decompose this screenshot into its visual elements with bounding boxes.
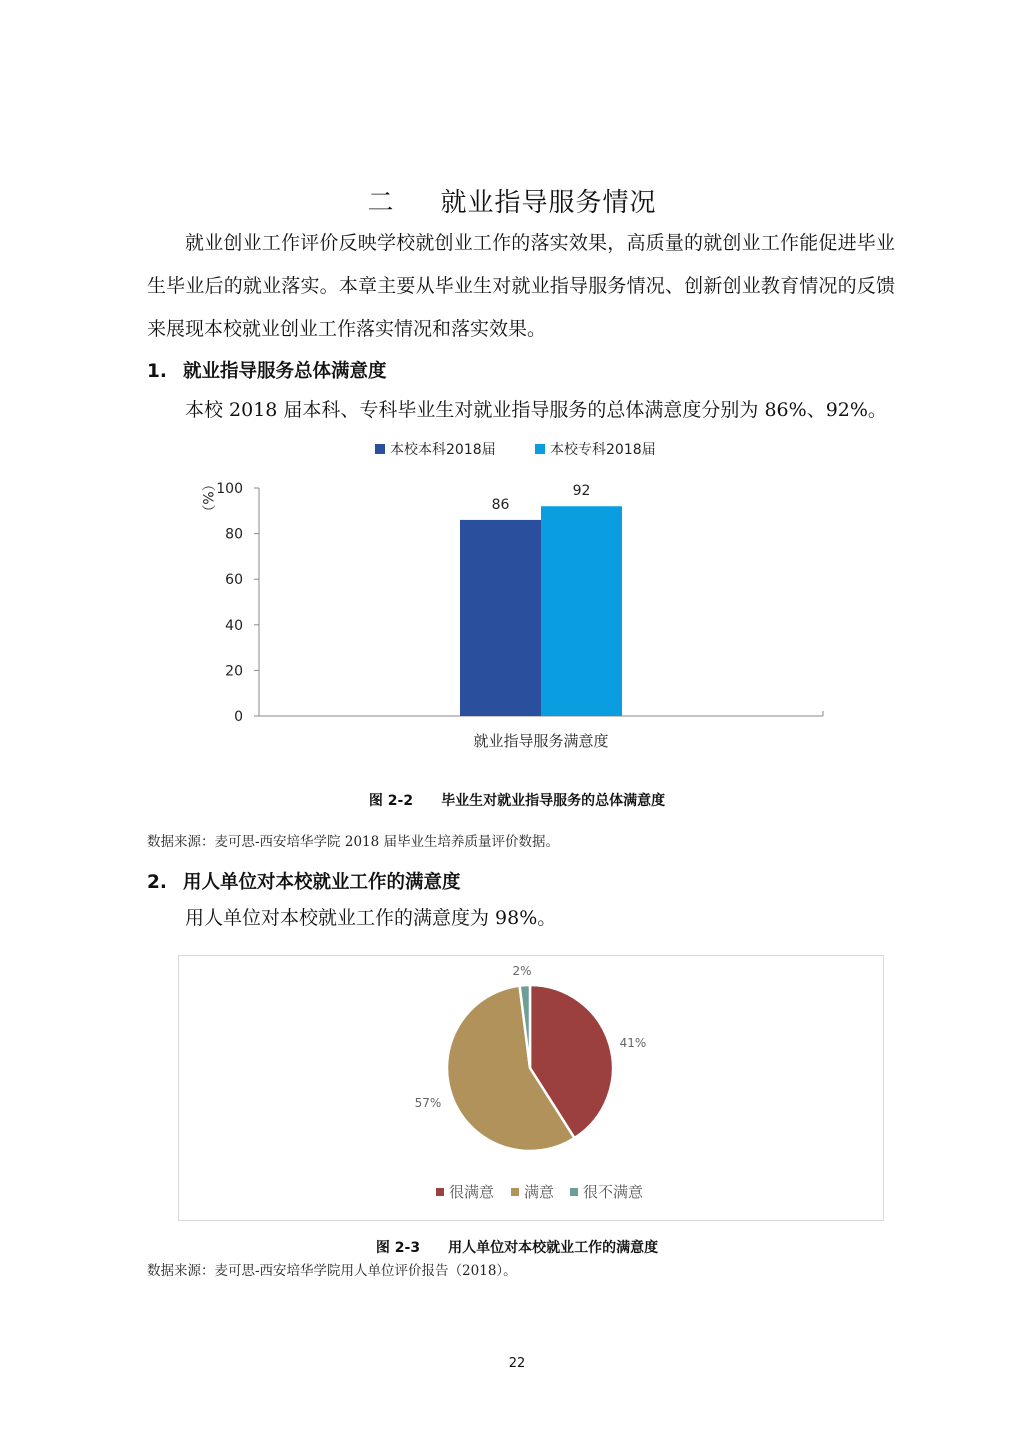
pie-slice-label-2: 2%	[512, 964, 532, 978]
pie-chart	[178, 955, 884, 1221]
pie-legend-swatch-0	[436, 1188, 444, 1196]
chapter-number: 二	[367, 188, 395, 218]
page-number: 22	[508, 1356, 526, 1371]
x-category-label-0: 就业指导服务满意度	[473, 732, 609, 750]
section1-heading	[147, 357, 387, 383]
pie-legend-label-2: 很不满意	[583, 1183, 644, 1201]
bar-chart-legend	[375, 441, 656, 458]
bar-value-label-0: 86	[491, 496, 510, 513]
bar-value-label-1: 92	[572, 483, 591, 500]
intro-paragraph: 就业创业工作评价反映学校就创业工作的落实效果，高质量的就创业工作能促进毕业生毕业后的就业落实。本章主要从毕业生对就业指导服务情况、创新创业教育情况的反馈来展现本校就业创业工作落实情况和落实效果。	[147, 232, 895, 340]
y-tick-label-100: 100	[216, 481, 243, 497]
legend-label-0: 本校本科2018届	[390, 442, 496, 458]
legend-swatch-1	[535, 444, 545, 454]
bar-chart	[0, 430, 1024, 760]
figure-2-3-title: 用人单位对本校就业工作的满意度	[448, 1240, 659, 1256]
pie-slice-label-1: 57%	[414, 1096, 442, 1110]
bar-0	[460, 520, 541, 716]
bar-1	[541, 506, 622, 716]
pie-legend-swatch-2	[570, 1188, 578, 1196]
pie-chart-slices	[447, 985, 613, 1151]
figure-2-2-number: 图 2-2	[368, 793, 414, 809]
y-tick-label-0: 0	[234, 709, 243, 725]
section2-heading	[147, 868, 461, 894]
pie-legend-label-0: 很满意	[449, 1183, 495, 1201]
section1-heading-text: 就业指导服务总体满意度	[183, 361, 387, 382]
figure-2-2-source: 数据来源：麦可思-西安培华学院 2018 届毕业生培养质量评价数据。	[147, 834, 559, 850]
y-tick-label-20: 20	[225, 663, 243, 680]
figure-2-2-title: 毕业生对就业指导服务的总体满意度	[441, 793, 666, 809]
figure-2-2-caption	[0, 790, 1024, 810]
figure-2-3-source: 数据来源：麦可思-西安培华学院用人单位评价报告（2018）。	[147, 1263, 517, 1279]
pie-legend-swatch-1	[511, 1188, 519, 1196]
section2-heading-text: 用人单位对本校就业工作的满意度	[183, 872, 461, 893]
section1-paragraph: 本校 2018 届本科、专科毕业生对就业指导服务的总体满意度分别为 86%、92%。	[185, 399, 887, 421]
pie-chart-legend	[436, 1183, 643, 1201]
bar-chart-bars	[460, 483, 622, 716]
y-axis-label: （%）	[199, 477, 215, 519]
section2-number: 2.	[147, 872, 167, 893]
chapter-title-text: 就业指导服务情况	[440, 188, 657, 218]
chapter-title	[0, 182, 1024, 219]
legend-label-1: 本校专科2018届	[550, 442, 656, 458]
y-tick-label-60: 60	[225, 572, 243, 589]
figure-2-3-number: 图 2-3	[375, 1240, 421, 1256]
pie-legend-label-1: 满意	[524, 1183, 555, 1201]
pie-slice-label-0: 41%	[619, 1036, 647, 1050]
legend-swatch-0	[375, 444, 385, 454]
figure-2-3-caption	[0, 1237, 1024, 1257]
section2-paragraph: 用人单位对本校就业工作的满意度为 98%。	[185, 907, 557, 929]
section1-number: 1.	[147, 361, 167, 382]
y-tick-label-40: 40	[225, 617, 243, 634]
y-tick-label-80: 80	[225, 526, 243, 543]
